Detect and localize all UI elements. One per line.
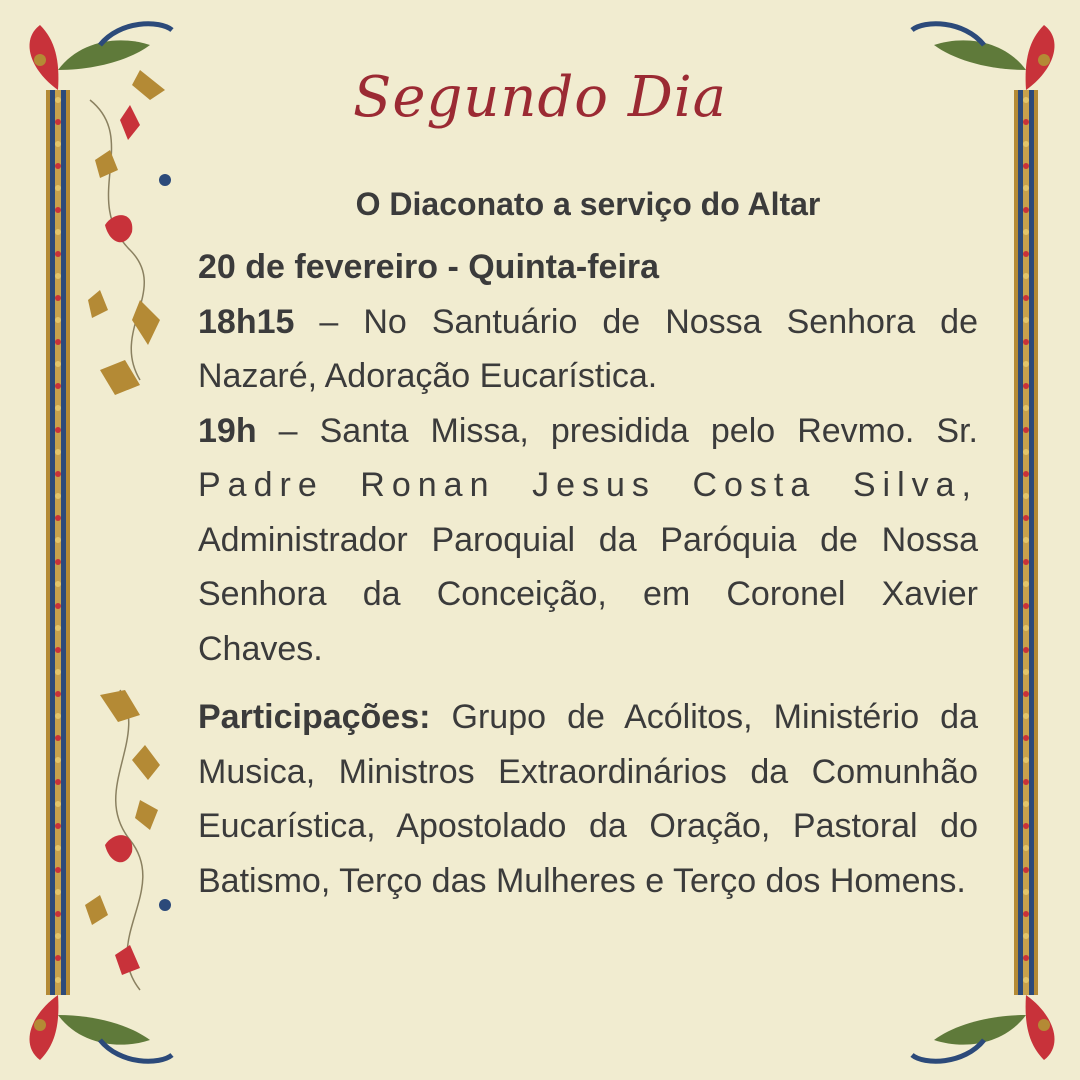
- border-dot: [1023, 185, 1029, 191]
- border-dot: [1023, 559, 1029, 565]
- floral-vine-upper: [88, 70, 171, 395]
- border-dot: [55, 339, 61, 345]
- border-dot: [1023, 823, 1029, 829]
- event-item-mass: [198, 404, 978, 677]
- event-item-adoration: [198, 295, 978, 404]
- border-dot: [55, 163, 61, 169]
- border-dot: [1023, 163, 1029, 169]
- border-dot: [1023, 713, 1029, 719]
- right-border-dots: [1023, 97, 1029, 983]
- border-dot: [55, 911, 61, 917]
- event-time: 19h: [198, 411, 257, 450]
- border-dot: [55, 537, 61, 543]
- border-dot: [1023, 933, 1029, 939]
- border-dot: [55, 295, 61, 301]
- border-dot: [55, 471, 61, 477]
- border-dot: [55, 317, 61, 323]
- border-dot: [1023, 625, 1029, 631]
- border-dot: [55, 603, 61, 609]
- border-dot: [55, 515, 61, 521]
- border-dot: [55, 955, 61, 961]
- corner-ornament-bottom-left: [30, 995, 172, 1061]
- participations: [198, 690, 978, 908]
- event-text: – Santa Missa, presidida pelo Revmo. Sr.: [256, 411, 978, 450]
- border-dot: [55, 185, 61, 191]
- border-dot: [55, 669, 61, 675]
- border-dot: [1023, 867, 1029, 873]
- border-dot: [55, 251, 61, 257]
- border-dot: [55, 713, 61, 719]
- border-dot: [55, 757, 61, 763]
- border-dot: [1023, 779, 1029, 785]
- border-dot: [1023, 449, 1029, 455]
- border-dot: [1023, 757, 1029, 763]
- border-dot: [1023, 537, 1029, 543]
- border-dot: [55, 383, 61, 389]
- border-dot: [55, 625, 61, 631]
- border-dot: [1023, 691, 1029, 697]
- border-dot: [1023, 889, 1029, 895]
- border-dot: [1023, 383, 1029, 389]
- border-dot: [1023, 229, 1029, 235]
- border-dot: [1023, 955, 1029, 961]
- border-dot: [1023, 647, 1029, 653]
- border-dot: [55, 867, 61, 873]
- border-dot: [1023, 295, 1029, 301]
- border-dot: [55, 273, 61, 279]
- border-dot: [1023, 911, 1029, 917]
- border-dot: [1023, 669, 1029, 675]
- border-dot: [55, 405, 61, 411]
- border-dot: [55, 977, 61, 983]
- page-subtitle: O Diaconato a serviço do Altar: [355, 186, 821, 222]
- border-dot: [1023, 427, 1029, 433]
- border-dot: [55, 735, 61, 741]
- border-dot: [1023, 97, 1029, 103]
- border-dot: [55, 779, 61, 785]
- border-dot: [1023, 515, 1029, 521]
- border-dot: [55, 449, 61, 455]
- border-dot: [1023, 801, 1029, 807]
- border-dot: [1023, 361, 1029, 367]
- participations-label: Participações:: [198, 698, 431, 736]
- border-dot: [1023, 735, 1029, 741]
- border-dot: [55, 361, 61, 367]
- event-description: [198, 240, 978, 908]
- event-time: 18h15: [198, 302, 295, 341]
- event-text: Administrador Paroquial da Paróquia de Nossa Senhora da Conceição, em Coronel Xavier Chaves.: [198, 520, 978, 668]
- border-dot: [1023, 251, 1029, 257]
- border-dot: [55, 691, 61, 697]
- border-dot: [55, 889, 61, 895]
- border-dot: [55, 933, 61, 939]
- event-date: 20 de fevereiro - Quinta-feira: [198, 248, 660, 286]
- event-text: – No Santuário de Nossa Senhora de Nazaré, Adoração Eucarística.: [198, 302, 978, 395]
- border-dot: [55, 493, 61, 499]
- border-dot: [1023, 119, 1029, 125]
- border-dot: [1023, 273, 1029, 279]
- border-dot: [55, 801, 61, 807]
- border-dot: [55, 229, 61, 235]
- border-dot: [55, 141, 61, 147]
- border-dot: [1023, 471, 1029, 477]
- border-dot: [1023, 141, 1029, 147]
- border-dot: [1023, 581, 1029, 587]
- border-dot: [1023, 977, 1029, 983]
- border-dot: [1023, 207, 1029, 213]
- border-dot: [1023, 339, 1029, 345]
- border-dot: [55, 207, 61, 213]
- page-title: Segundo Dia: [352, 65, 728, 130]
- border-dot: [1023, 603, 1029, 609]
- border-dot: [1023, 317, 1029, 323]
- border-dot: [55, 559, 61, 565]
- border-dot: [1023, 845, 1029, 851]
- border-dot: [55, 427, 61, 433]
- border-dot: [55, 845, 61, 851]
- border-dot: [55, 119, 61, 125]
- participations-text: Grupo de Acólitos, Ministério da Musica, Ministros Extraordinários da Comunhão Eucarística, Apostolado da Oração, Pastoral do Batismo, Terço das Mulheres e Terço dos Homens.: [198, 698, 978, 900]
- border-dot: [1023, 405, 1029, 411]
- floral-vine-lower: [85, 690, 171, 990]
- left-border-dots: [55, 97, 61, 983]
- celebrant-name: Padre Ronan Jesus Costa Silva,: [198, 466, 978, 504]
- border-dot: [55, 647, 61, 653]
- border-dot: [55, 581, 61, 587]
- border-dot: [1023, 493, 1029, 499]
- border-dot: [55, 97, 61, 103]
- corner-ornament-bottom-right: [912, 995, 1054, 1061]
- border-dot: [55, 823, 61, 829]
- corner-ornament-top-right: [912, 24, 1054, 90]
